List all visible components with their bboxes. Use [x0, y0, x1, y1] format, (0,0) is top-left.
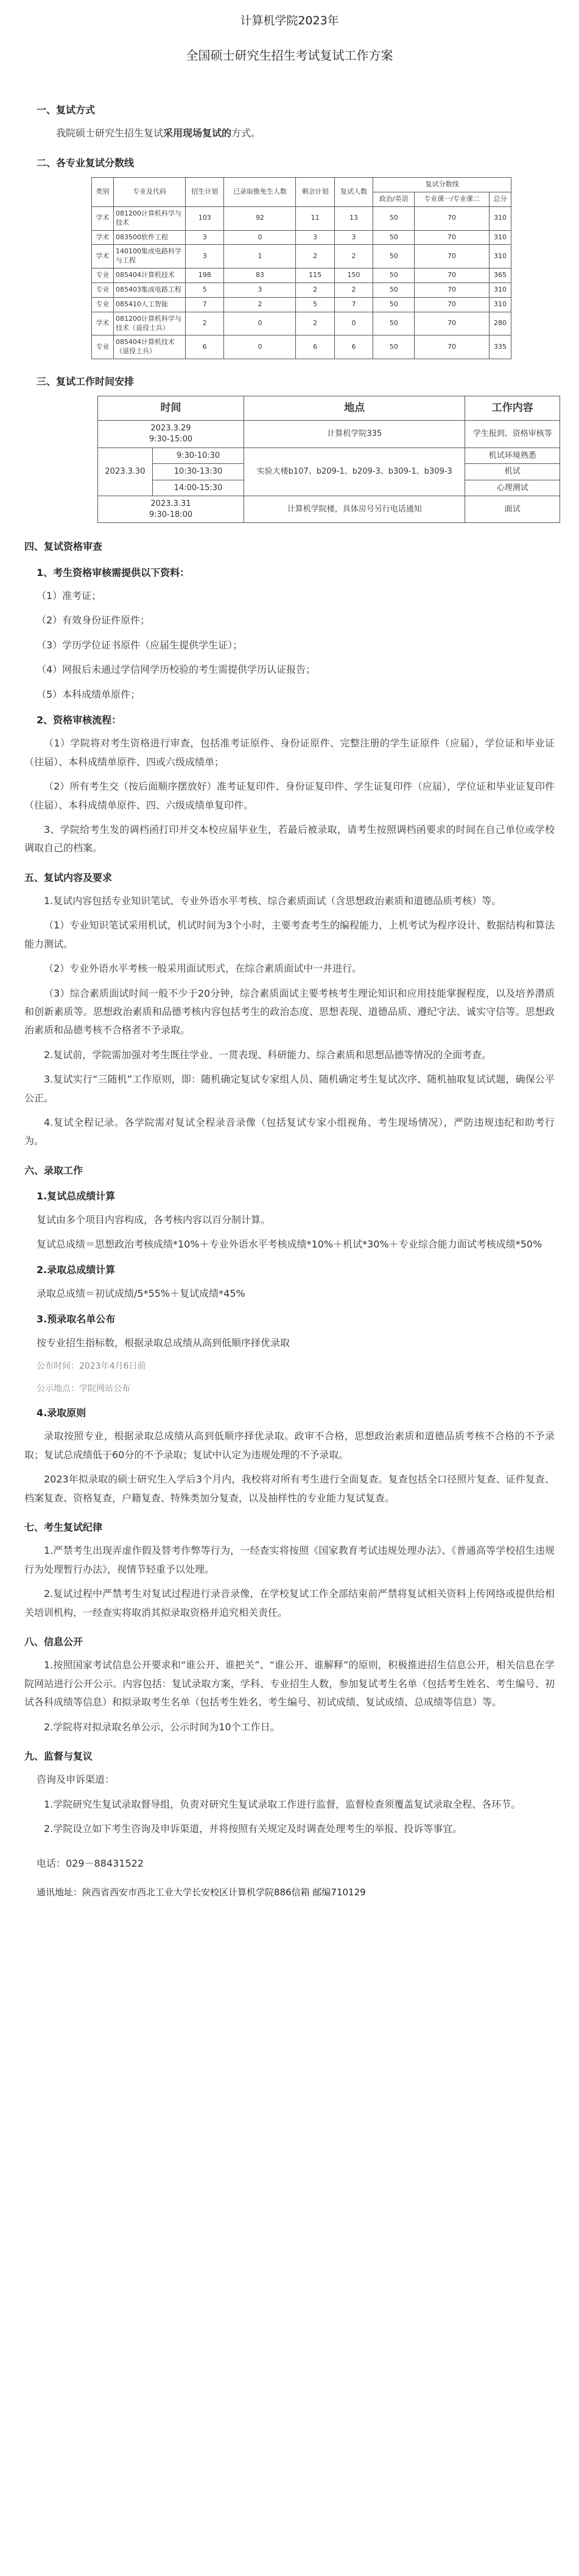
- list-item: （4）网报后未通过学信网学历校验的考生需提供学历认证报告；: [37, 664, 316, 676]
- table-row: 学术 140100集成电路科学与工程 3 1 2 2 50 70 310: [92, 245, 511, 268]
- supervision-text-2: 2.学院设立如下考生咨询及申诉渠道，并将按照有关规定及时调查处理考生的举报、投诉等事宜。: [44, 1823, 463, 1835]
- score-line-table: [91, 177, 511, 359]
- col-total: 总分: [489, 192, 511, 207]
- supervision-text-1: 1.学院研究生复试录取督导组，负责对研究生复试录取工作进行监督，监督检查须覆盖复试录取全程、各环节。: [44, 1798, 521, 1810]
- col-score-group: 复试分数线: [373, 178, 511, 192]
- list-item: （1）准考证；: [37, 590, 102, 602]
- pre-admission-heading: 3.预录取名单公布: [37, 1313, 116, 1325]
- section-heading-9: 九、监督与复议: [24, 1750, 93, 1762]
- appeal-channel-label: 咨询及申诉渠道：: [37, 1774, 115, 1786]
- section-heading-5: 五、复试内容及要求: [24, 871, 113, 883]
- schedule-header-row: [98, 396, 560, 421]
- list-item: （3）综合素质面试时间一般不少于20分钟，综合素质面试主要考核考生理论知识和应用技能掌握程度，以及培养潜质和创新素质等。思想政治素质和品德考核内容包括考生的政治态度、思想表现、道德品质、遵纪守法、诚实守信等。思想政治素质和品德考核不合格者不予录取。: [24, 987, 555, 1036]
- document-title: 全国硕士研究生招生考试复试工作方案: [186, 48, 393, 63]
- retest-score-heading: 1.复试总成绩计算: [37, 1190, 116, 1202]
- col-time: 时间: [98, 396, 244, 421]
- table-row: 专业 085404计算机技术（退役士兵） 6 0 6 6 50 70 335: [92, 335, 511, 359]
- table-row: 专业 085403集成电路工程 5 3 2 2 50 70 310: [92, 283, 511, 298]
- table-row: 2023.3.29 9:30-15:00 计算机学院335 学生报到、资格审核等: [98, 421, 560, 447]
- col-remaining: 剩余计划: [296, 178, 334, 207]
- contact-phone: 电话：029－88431522: [37, 1857, 144, 1869]
- disclosure-text-2: 2.学院将对拟录取名单公示，公示时间为10个工作日。: [44, 1721, 280, 1733]
- col-major: 专业及代码: [114, 178, 186, 207]
- col-place: 地点: [244, 396, 465, 421]
- col-category: 类别: [92, 178, 114, 207]
- table-row: 14:00-15:30 心理测试: [98, 480, 560, 496]
- list-item: （1）学院将对考生资格进行审查，包括准考证原件、身份证原件、完整注册的学生证原件（应届），学位证和毕业证（往届）、本科成绩单原件、四或六级成绩单；: [24, 737, 555, 768]
- discipline-text-2: 2.复试过程中严禁考生对复试过程进行录音录像，在学校复试工作全部结束前严禁将复试相关资料上传网络或提供给相关培训机构，一经查实将取消其拟录取资格并追究相关责任。: [24, 1588, 555, 1618]
- list-item: （3）学历学位证书原件（应届生提供学生证）；: [37, 639, 243, 651]
- col-retest: 复试人数: [334, 178, 373, 207]
- admission-score-formula: 录取总成绩＝初试成绩/5*55%＋复试成绩*45%: [37, 1287, 245, 1299]
- onsite-retest-emphasis: 采用现场复试的: [163, 127, 232, 139]
- discipline-text-1: 1.严禁考生出现弄虚作假及替考作弊等行为，一经查实将按照《国家教育考试违规处理办法》、《普通高等学校招生违规行为处理暂行办法》，视情节轻重予以处理。: [24, 1545, 555, 1575]
- col-plan: 招生计划: [186, 178, 224, 207]
- disclosure-text-1: 1.按照国家考试信息公开要求和“谁公开、谁把关”、“谁公开、谁解释”的原则，积极推进招生信息公开，相关信息在学院网站进行公开公示。内容包括：复试录取方案，学科、专业招生人数，参加复试考生名单（包括考生姓名、考生编号、初试各科成绩等信息）和拟录取考生名单（包括考生姓名、考生编号、初试成绩、复试成绩、总成绩等信息）等。: [24, 1659, 555, 1708]
- table-row: 专业 085404计算机技术 198 83 115 150 50 70 365: [92, 268, 511, 283]
- contact-footer: [24, 1855, 555, 1901]
- section-heading-1: 一、复试方式: [37, 104, 96, 116]
- section-heading-3: 三、复试工作时间安排: [37, 376, 135, 388]
- col-politics: 政治/英语: [373, 192, 415, 207]
- school-name: 计算机学院2023年: [240, 14, 339, 27]
- admission-principle-heading: 4.录取原则: [37, 1407, 86, 1419]
- table-row: 2023.3.31 9:30-18:00 计算机学院楼，具体房号另行电话通知 面试: [98, 496, 560, 523]
- col-content: 工作内容: [465, 396, 560, 421]
- section-heading-4: 四、复试资格审查: [24, 541, 103, 553]
- pre-admission-text: 按专业招生指标数，根据录取总成绩从高到低顺序择优录取: [37, 1336, 290, 1349]
- table-row: 学术 083500软件工程 3 0 3 3 50 70 310: [92, 230, 511, 245]
- list-item: 3.复试实行“三随机”工作原则，即：随机确定复试专家组人员、随机确定考生复试次序、随机抽取复试试题，确保公平公正。: [24, 1073, 555, 1104]
- section-heading-6: 六、录取工作: [24, 1164, 83, 1176]
- qualification-materials-heading: 1、考生资格审核需提供以下资料：: [37, 566, 190, 578]
- table-row: 学术 081200计算机科学与技术（退役士兵） 2 0 2 0 50 70 280: [92, 312, 511, 335]
- section-heading-7: 七、考生复试纪律: [24, 1521, 103, 1534]
- review-text: 2023年拟录取的硕士研究生入学后3个月内，我校将对所有考生进行全面复查。复查包括全口径照片复查、证件复查、档案复查、资格复查，户籍复查、特殊类加分复查，以及抽样性的专业能力复试复查。: [24, 1473, 555, 1504]
- schedule-table: [97, 396, 560, 523]
- list-item: 3、学院给考生发的调档函打印并交本校应届毕业生，若最后被录取，请考生按照调档函要求的时间在自己单位或学校调取自己的档案。: [24, 823, 555, 854]
- list-item: （1）专业知识笔试采用机试，机试时间为3个小时，主要考查考生的编程能力，上机考试为程序设计、数据结构和算法能力测试。: [24, 919, 555, 950]
- list-item: （2）专业外语水平考核一般采用面试形式，在综合素质面试中一并进行。: [44, 963, 362, 975]
- admission-principle-text: 录取按照专业，根据录取总成绩从高到低顺序择优录取。政审不合格，思想政治素质和道德品质考核不合格的不予录取；复试总成绩低于60分的不予录取；复试中认定为违规处理的不予录取。: [24, 1430, 555, 1461]
- retest-score-text: 复试由多个项目内容构成，各考核内容以百分制计算。: [37, 1213, 271, 1226]
- col-recommended: 已录取推免生人数: [224, 178, 296, 207]
- section-heading-8: 八、信息公开: [24, 1636, 83, 1648]
- list-item: （2）有效身份证件原件；: [37, 614, 150, 626]
- table-row: 2023.3.30 9:30-10:30 实验大楼b107、b209-1、b209-3、b309-1、b309-3 机试环境熟悉: [98, 447, 560, 464]
- qualification-process-heading: 2、资格审核流程：: [37, 714, 122, 726]
- admission-score-heading: 2.录取总成绩计算: [37, 1264, 116, 1276]
- contact-address: 通讯地址：陕西省西安市西北工业大学长安校区计算机学院886信箱 邮编710129: [37, 1886, 366, 1898]
- list-item: 1.复试内容包括专业知识笔试、专业外语水平考核、综合素质面试（含思想政治素质和道德品质考核）等。: [44, 895, 502, 907]
- publish-date: 公布时间：2023年4月6日前: [37, 1361, 146, 1371]
- list-item: （2）所有考生交（按后面顺序摆放好）准考证复印件、身份证复印件、学生证复印件（应届），学位证和毕业证复印件（往届）、本科成绩单原件、四、六级成绩单复印件。: [24, 781, 555, 811]
- retest-method-text: 我院硕士研究生招生复试采用现场复试的方式。: [56, 127, 261, 139]
- list-item: 4.复试全程记录。各学院需对复试全程录音录像（包括复试专家小组视角、考生现场情况），严防违规违纪和助考行为。: [24, 1117, 555, 1147]
- table-row: 学术 081200计算机科学与技术 103 92 11 13 50 70 310: [92, 206, 511, 230]
- section-heading-2: 二、各专业复试分数线: [37, 156, 135, 169]
- publish-place: 公示地点：学院网站公布: [37, 1383, 130, 1394]
- list-item: （5）本科成绩单原件；: [37, 688, 141, 700]
- col-subject: 专业课一/专业课二: [415, 192, 490, 207]
- table-row: 10:30-13:30 机试: [98, 464, 560, 480]
- table-row: 专业 085410人工智能 7 2 5 7 50 70 310: [92, 297, 511, 312]
- table-header-row: [92, 178, 511, 192]
- retest-score-formula: 复试总成绩＝思想政治考核成绩*10%＋专业外语水平考核成绩*10%＋机试*30%＋专业综合能力面试考核成绩*50%: [37, 1238, 542, 1250]
- list-item: 2.复试前，学院需加强对考生既往学业、一贯表现、科研能力、综合素质和思想品德等情况的全面考查。: [44, 1048, 492, 1061]
